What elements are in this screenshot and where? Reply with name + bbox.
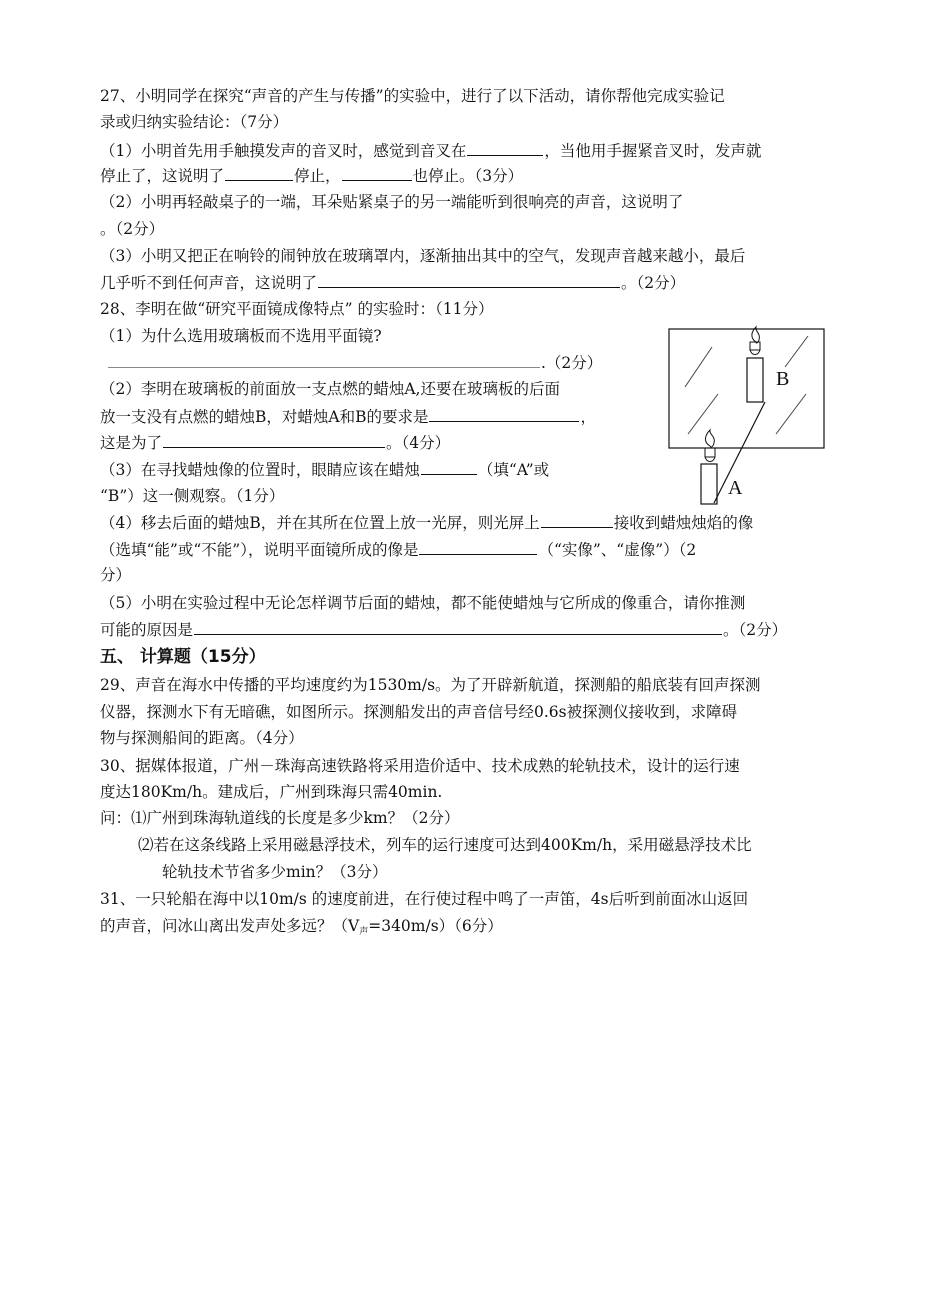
- answer-blank[interactable]: [194, 619, 722, 635]
- answer-blank[interactable]: [342, 165, 412, 181]
- candle-b-neck: [750, 350, 760, 355]
- q30-line-1: 30、据媒体报道，广州－珠海高速铁路将采用造价适中、技术成熟的轮轨技术，设计的运行速: [100, 757, 740, 775]
- candle-a-neck: [705, 457, 715, 462]
- mirror-experiment-figure: [660, 322, 830, 512]
- q28-intro: 28、李明在做“研究平面镜成像特点” 的实验时：（11分）: [100, 300, 494, 318]
- q30-line-5: 轮轨技术节省多少min？（3分）: [162, 863, 388, 881]
- q28-p2-text-e: 。（4分）: [386, 434, 451, 452]
- q28-p3-text-a: （3）在寻找蜡烛像的位置时，眼睛应该在蜡烛: [100, 461, 420, 479]
- q29-line-2: 仪器，探测水下有无暗礁，如图所示。探测船发出的声音信号经0.6s被探测仪接收到，求障碍: [100, 703, 738, 721]
- answer-blank[interactable]: [225, 165, 293, 181]
- q27-intro-line-2: 录或归纳实验结论：（7分）: [100, 113, 289, 131]
- q28-p2-text-b: 放一支没有点燃的蜡烛B，对蜡烛A和B的要求是: [100, 408, 429, 426]
- q28-part5-line-1: （5）小明在实验过程中无论怎样调节后面的蜡烛，都不能使蜡烛与它所成的像重合，请你推测: [100, 594, 746, 612]
- q28-p4-text-d: （“实像”、“虚像”）（2: [538, 541, 697, 559]
- glass-reflection-mark: [688, 394, 718, 434]
- q30-line-4: ⑵若在这条线路上采用磁悬浮技术，列车的运行速度可达到400Km/h，采用磁悬浮技术比: [138, 836, 752, 854]
- candle-a-top: [705, 448, 715, 457]
- label-b: B: [776, 368, 790, 390]
- q27-part2-line-1: （2）小明再轻敲桌子的一端，耳朵贴紧桌子的另一端能听到很响亮的声音，这说明了: [100, 193, 684, 211]
- glass-reflection-mark: [685, 347, 712, 387]
- q31-text-b: =340m/s）（6分）: [368, 917, 503, 935]
- q28-p1-text-b: .（2分）: [541, 354, 603, 372]
- q27-p1-text-b: ，当他用手握紧音叉时，发声就: [544, 142, 762, 160]
- q28-p4-text-a: （4）移去后面的蜡烛B，并在其所在位置上放一光屏，则光屏上: [100, 514, 540, 532]
- answer-blank[interactable]: [108, 352, 540, 368]
- q30-line-2: 度达180Km/h。建成后，广州到珠海只需40min.: [100, 783, 443, 801]
- flame-a: [705, 430, 714, 447]
- candle-b: [747, 327, 763, 402]
- answer-blank[interactable]: [421, 459, 477, 475]
- q31-line-2: [100, 916, 503, 939]
- q27-part2-line-2: [100, 218, 164, 239]
- section-title: 五、 计算题（15分）: [100, 647, 266, 667]
- candle-b-top: [750, 342, 760, 350]
- answer-blank[interactable]: [318, 272, 620, 288]
- answer-blank[interactable]: [419, 539, 537, 555]
- q28-part4-line-1: [100, 512, 753, 533]
- q28-p5-text-c: 。（2分）: [723, 621, 788, 639]
- q27-part1-line-1: [100, 140, 761, 161]
- q28-part2-line-3: [100, 432, 450, 453]
- q28-part4-line-3: 分）: [100, 566, 132, 584]
- q27-p1-text-a: （1）小明首先用手触摸发声的音叉时，感觉到音叉在: [100, 142, 467, 160]
- glass-reflection-mark: [776, 394, 806, 434]
- q27-part1-line-2: [100, 165, 523, 186]
- q29-line-3: 物与探测船间的距离。（4分）: [100, 729, 304, 747]
- answer-blank[interactable]: [163, 432, 385, 448]
- q27-part3-line-1: （3）小明又把正在响铃的闹钟放在玻璃罩内，逐渐抽出其中的空气，发现声音越来越小，最后: [100, 247, 746, 265]
- candle-a: [701, 430, 717, 504]
- q27-part3-line-2: [100, 272, 685, 293]
- q30-line-3: 问：⑴广州到珠海轨道线的长度是多少km？（2分）: [100, 809, 460, 827]
- q28-p4-text-c: （选填“能”或“不能”），说明平面镜所成的像是: [100, 541, 419, 559]
- q27-p1-text-d: 停止，: [294, 167, 341, 185]
- q27-p3-text-b: 几乎听不到任何声音，这说明了: [100, 274, 318, 292]
- q28-part3-line-2: “B”）这一侧观察。（1分）: [100, 487, 285, 505]
- q28-part2-line-2: [100, 406, 596, 427]
- q27-p1-text-e: 也停止。（3分）: [412, 167, 524, 185]
- q31-text-a: 的声音，问冰山离出发声处多远？（V: [100, 917, 360, 935]
- glass-reflection-mark: [785, 336, 808, 367]
- q28-part4-line-2: [100, 539, 696, 560]
- q28-part1-line-1: （1）为什么选用玻璃板而不选用平面镜?: [100, 327, 382, 345]
- q28-p3-text-b: （填“A”或: [477, 461, 550, 479]
- q29-line-1: 29、声音在海水中传播的平均速度约为1530m/s。为了开辟新航道，探测船的船底装有回声探测: [100, 676, 761, 694]
- q31-line-1: 31、一只轮船在海中以10m/s 的速度前进，在行使过程中鸣了一声笛，4s后听到前面冰山返回: [100, 890, 749, 908]
- q27-p3-text-c: 。（2分）: [621, 274, 686, 292]
- candle-a-body: [701, 464, 717, 504]
- q31-subscript: 声: [359, 927, 369, 937]
- answer-blank[interactable]: [541, 512, 613, 528]
- q27-p1-text-c: 停止了，这说明了: [100, 167, 225, 185]
- q28-p2-text-c: ，: [580, 408, 596, 426]
- q28-part2-line-1: （2）李明在玻璃板的前面放一支点燃的蜡烛A,还要在玻璃板的后面: [100, 380, 560, 398]
- q28-p2-text-d: 这是为了: [100, 434, 163, 452]
- q28-p5-text-b: 可能的原因是: [100, 621, 194, 639]
- q28-part1-line-2: [100, 352, 602, 373]
- q28-p4-text-b: 接收到蜡烛烛焰的像: [613, 514, 754, 532]
- answer-blank[interactable]: [429, 406, 579, 422]
- q27-p2-text-b: 。（2分）: [100, 220, 165, 238]
- candle-b-body: [747, 358, 763, 402]
- q28-part5-line-2: [100, 619, 787, 640]
- q28-part3-line-1: [100, 459, 549, 480]
- label-a: A: [728, 477, 743, 499]
- q27-intro-line-1: 27、小明同学在探究“声音的产生与传播”的实验中，进行了以下活动，请你帮他完成实验记: [100, 87, 725, 105]
- answer-blank[interactable]: [467, 140, 543, 156]
